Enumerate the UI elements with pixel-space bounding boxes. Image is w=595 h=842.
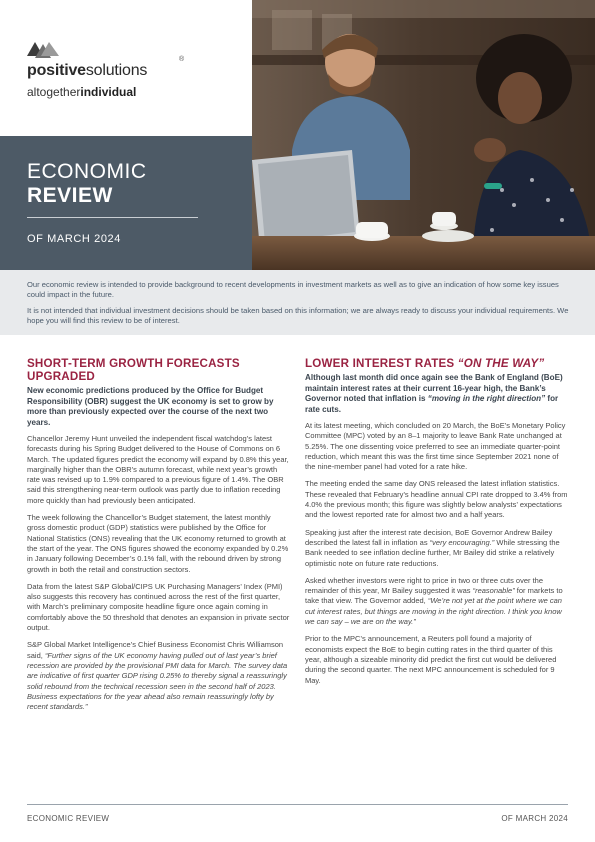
article-right-paragraph-5: Prior to the MPC’s announcement, a Reuters poll found a majority of economists expect the BoE to begin cutting rates in the third quarter of this year, although a sizeable minority did predict the first cut would be delivered during the second quarter. The next MPC announcement is scheduled for 9 May. xyxy=(305,634,557,685)
lead-end: for rate cuts. xyxy=(305,394,559,414)
article-left-paragraph-2: The week following the Chancellor’s Budget statement, the latest monthly gross domestic product (GDP) statistics were published by the Office for National Statistics (ONS) revealing that the UK economy returned to growth at the start of the year. The ONS figures showed the economy expanded by 0.2% in January following December’s 0.1% fall, with the rebound driven by strong growth in both the retail and construction sectors. xyxy=(27,513,289,574)
lead-italic: “moving in the right direction” xyxy=(427,394,546,403)
article-right-paragraph-3 xyxy=(305,528,569,569)
article-right xyxy=(305,357,569,693)
article-right-paragraph-1: At its latest meeting, which concluded on 20 March, the BoE’s Monetary Policy Committee (MPC) voted by an 8–1 majority to leave Bank Rate unchanged at 5.25%. The one dissenting voice preferred to see an immediate quarter-point reduction, which meant this was the first time since September 2021 none of the nine-member panel had voted for a rate hike. xyxy=(305,421,566,472)
article-right-body xyxy=(305,421,569,686)
page-title-line2: REVIEW xyxy=(27,184,113,207)
article-left-paragraph-1: Chancellor Jeremy Hunt unveiled the independent fiscal watchdog’s latest forecasts during his Spring Budget delivered to the House of Commons on 6 March. The updated figures predict the economy will expand by 0.8% this year, marginally higher than the OBR’s autumn forecast, while next year’s growth rate was revised up to 1.9% compared to a previous figure of 1.4%. The OBR said this strengthening near-term outlook was partly due to inflation receding more quickly than had previously been anticipated. xyxy=(27,434,289,505)
logo-wordmark xyxy=(27,62,147,80)
footer-divider xyxy=(27,804,568,805)
p4-quote-1: “reasonable” xyxy=(472,586,515,596)
heading-italic: “ON THE WAY” xyxy=(457,357,545,370)
article-left-lead: New economic predictions produced by the Office for Budget Responsibility (OBR) suggest the UK economy is set to grow by more than previously expected over the course of the next two years. xyxy=(27,386,274,427)
p4-mid: for markets to take that view. The Governor added, xyxy=(305,586,563,606)
footer-title: ECONOMIC REVIEW xyxy=(27,814,110,823)
p4-quote-2: “We’re not yet at the point where we can cut interest rates, but things are moving in the right direction. I think you know we can say – we are on the way.” xyxy=(305,596,562,627)
heading-plain: LOWER INTEREST RATES xyxy=(305,357,458,370)
registered-mark: ® xyxy=(179,56,185,63)
footer-date: OF MARCH 2024 xyxy=(501,814,568,823)
article-right-lead xyxy=(305,373,569,415)
article-right-paragraph-2: The meeting ended the same day ONS released the latest inflation statistics. These revealed that February’s headline annual CPI rate dropped to 3.4% from 4.0% the previous month; this figure was slightly below analysts’ expectations and the lowest reported rate for almost two and a half years. xyxy=(305,479,568,520)
article-left-paragraph-3: Data from the latest S&P Global/CIPS UK Purchasing Managers’ Index (PMI) also suggests this recovery has continued across the rest of the first quarter, with March’s preliminary composite headline figure once again coming in comfortably above the 50 threshold that denotes an expansion in private sector output. xyxy=(27,581,290,633)
article-left-body xyxy=(27,434,291,712)
article-right-heading xyxy=(305,357,569,370)
intro-paragraph-1: Our economic review is intended to provide background to recent developments in investment markets as well as to give an indication of how some key issues could impact in the future. xyxy=(27,280,559,299)
tagline-light: altogether xyxy=(27,85,81,99)
logo-word-bold: positive xyxy=(27,62,86,79)
page-title-line1: ECONOMIC xyxy=(27,160,147,183)
p4-intro: Asked whether investors were right to price in two or three cuts over the remainder of this year, Mr Bailey suggested it was xyxy=(305,575,544,596)
quote-text: “Further signs of the UK economy having pulled out of last year’s brief recession are provided by the provisional PMI data for March. The survey data are indicative of first quarter GDP rising 0.25% to thereby signal a reassuringly solid rebound from the technical recession seen in the second half of 2023. Business expectations for the year ahead also remain reassuringly lofty by recent standards.” xyxy=(27,650,288,712)
logo-word-light: solutions xyxy=(85,62,148,79)
quote-intro: S&P Global Market Intelligence’s Chief Business Economist Chris Williamson said, xyxy=(27,640,284,660)
tagline-bold: individual xyxy=(80,85,137,99)
article-right-paragraph-4 xyxy=(305,576,569,627)
logo-block xyxy=(0,0,252,136)
title-divider xyxy=(27,217,198,218)
intro-band xyxy=(0,270,595,335)
issue-date: OF MARCH 2024 xyxy=(27,233,121,245)
article-left-heading: SHORT-TERM GROWTH FORECASTS UPGRADED xyxy=(27,357,240,383)
intro-paragraph-2: It is not intended that individual investment decisions should be taken based on this information; we are always ready to discuss your individual requirements. We hope you will find this review to be of interest. xyxy=(27,306,569,325)
lead-plain: Although last month did once again see the Bank of England (BoE) maintain interest rates at their current 16-year high, the Bank’s Governor noted that inflation is xyxy=(305,373,563,403)
header-photo xyxy=(252,0,595,270)
logo-tagline xyxy=(27,85,136,99)
article-left-paragraph-4 xyxy=(27,640,291,712)
logo-mark-icon xyxy=(27,42,59,64)
article-left xyxy=(27,357,291,719)
p3-quote: “very encouraging.” xyxy=(429,537,495,547)
p3-end: While stressing the Bank needed to see inflation decline further, Mr Bailey did strike a relatively optimistic note on future rate reductions. xyxy=(305,537,560,568)
p3-intro: Speaking just after the interest rate decision, BoE Governor Andrew Bailey described the latest fall in inflation as xyxy=(305,527,553,547)
